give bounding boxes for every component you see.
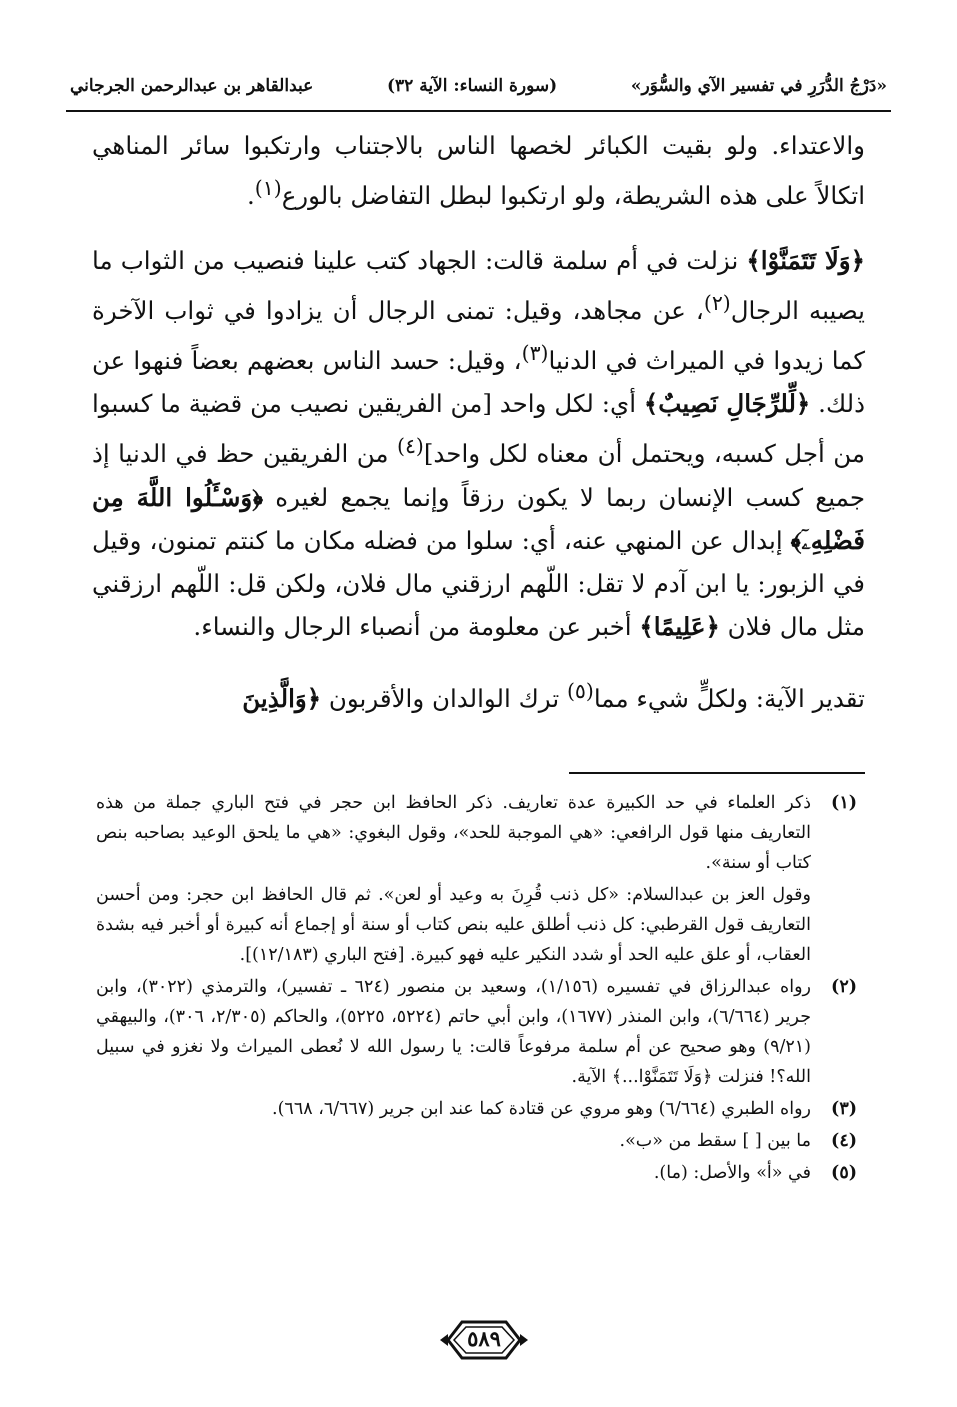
footnote-body	[96, 972, 811, 1092]
footnote-ref-2[interactable]: (٢)	[703, 291, 731, 316]
footnote-body	[96, 788, 811, 970]
quran-quote-2: ﴿لِّلرِّجَالِ نَصِيبٌ﴾	[643, 389, 811, 419]
footnotes	[96, 788, 857, 1190]
footnote-paragraph: رواه الطبري (٦/٦٦٤) وهو مروي عن قتادة كما عند ابن جرير (٦/٦٦٧، ٦٦٨).	[272, 1099, 811, 1119]
footnote-paragraph: رواه عبدالرزاق في تفسيره (١/١٥٦)، وسعيد بن منصور (٦٢٤ ـ تفسير)، والترمذي (٣٠٢٢)، وابن جرير (٦/٦٦٤)، وابن المنذر (١٦٧٧)، وابن أبي حاتم (٥٢٢٤، ٥٢٢٥)، والحاكم (٢/٣٠٥، ٣٠٦)، والبيهقي (٩/٢١) وهو صحيح عن أم سلمة مرفوعاً قالت: يا رسول الله لا نُعطى الميراث ولا نغزو في سبيل الله؟! فنزلت ﴿وَلَا تَتَمَنَّوْا...﴾ الآية.	[96, 977, 812, 1087]
footnote-item	[96, 972, 857, 1092]
footnote-item	[96, 1158, 857, 1188]
footnote-body	[96, 1094, 811, 1124]
footnote-paragraph: وقول العز بن عبدالسلام: «كل ذنب قُرِنَ به وعيد أو لعن». ثم قال الحافظ ابن حجر: ومن أحسن التعاريف قول القرطبي: كل ذنب أطلق عليه بنص كتاب أو سنة أو إجماع أنه كبيرة أو أخبر فيه بشدة العقاب، أو علق عليه الحد أو شدد النكير عليه فهو كبيرة. [فتح الباري (١٢/١٨٣)].	[96, 885, 811, 965]
footnote-item	[96, 1094, 857, 1124]
footnote-ref-3[interactable]: (٣)	[521, 341, 549, 366]
paragraph-2	[92, 239, 865, 647]
header-rule	[66, 110, 891, 112]
page-number-badge	[438, 1316, 530, 1364]
p2-text-6: إبدال عن المنهي عنه، أي: سلوا من فضله مكان ما كنتم تمنون، وقيل في الزبور: يا ابن آدم لا تقل: اللّهم ارزقني مال فلان، ولكن قل: اللّهم ارزقني مثل مال فلان	[92, 525, 865, 641]
running-header	[70, 66, 887, 106]
book-title: «دَرْجُ الدُّرَرِ في تفسير الآي والسُّوَر»	[630, 76, 887, 96]
footnote-separator	[569, 772, 865, 774]
page-number: ٥٨٩	[467, 1326, 501, 1351]
p3-text-2: ترك الوالدان والأقربون	[321, 683, 567, 713]
author-name: عبدالقاهر بن عبدالرحمن الجرجاني	[70, 76, 314, 96]
quran-quote-1: ﴿وَلَا تَتَمَنَّوْا﴾	[746, 246, 865, 276]
footnote-body	[96, 1126, 811, 1156]
quran-quote-4: ﴿عَلِيمًا﴾	[639, 611, 720, 641]
paragraph-3	[92, 670, 865, 720]
footnote-paragraph: في «أ» والأصل: (ما).	[653, 1163, 811, 1183]
p2-text-7: أخبر عن معلومة من أنصباء الرجال والنساء.	[193, 611, 640, 641]
footnote-item	[96, 1126, 857, 1156]
footnote-ref-1[interactable]: (١)	[254, 176, 282, 200]
surah-info: (سورة النساء: الآية ٣٢)	[386, 76, 558, 96]
footnote-number: (٢)	[831, 977, 857, 997]
footnote-number: (٥)	[831, 1163, 857, 1183]
quran-quote-3: ﴿وَسْـَٔلُوا اللَّهَ مِن فَضْلِهِۦٓ﴾	[92, 482, 865, 555]
footnote-ref-5[interactable]: (٥)	[566, 678, 594, 703]
p2-text-2: ، عن مجاهد، وقيل: تمنى الرجال أن يزادوا في ثواب الآخرة كما زيدوا في الميراث في الدنيا	[92, 296, 866, 376]
p2-text-1: نزلت في أم سلمة قالت: الجهاد كتب علينا فنصيب من الثواب ما يصيبه الرجال	[92, 246, 865, 326]
main-text	[92, 124, 865, 720]
footnote-ref-4[interactable]: (٤)	[396, 434, 424, 459]
p1-end: .	[246, 181, 255, 211]
paragraph-1	[92, 124, 865, 217]
p3-text-1: تقدير الآية: ولكلٍّ شيء مما	[593, 683, 865, 713]
quran-quote-5: ﴿وَالَّذِينَ	[242, 683, 322, 713]
footnote-number: (١)	[831, 793, 857, 813]
p1-text: والاعتداء. ولو بقيت الكبائر لخصها الناس بالاجتناب وارتكبوا سائر المناهي اتكالاً على هذه الشريطة، ولو ارتكبوا لبطل التفاضل بالورع	[92, 131, 865, 211]
footnote-paragraph: ما بين [ ] سقط من «ب».	[619, 1131, 811, 1151]
footnote-number: (٤)	[831, 1131, 857, 1151]
footnote-paragraph: ذكر العلماء في حد الكبيرة عدة تعاريف. ذكر الحافظ ابن حجر في فتح الباري جملة من هذه التعاريف منها قول الرافعي: «هي الموجبة للحد»، وقول البغوي: «هي ما يلحق الوعيد بصاحبه بنص كتاب أو سنة».	[96, 793, 811, 873]
footnote-number: (٣)	[831, 1099, 857, 1119]
footnote-body	[96, 1158, 811, 1188]
p2-text-5: من الفريقين حظ في الدنيا إذ جميع كسب الإنسان ربما لا يكون رزقاً وإنما يجمع لغيره	[92, 439, 865, 512]
p2-text-3: ، وقيل: حسد الناس بعضهم بعضاً فنهوا عن ذلك.	[92, 346, 865, 419]
p2-text-4: أي: لكل واحد [من الفريقين نصيب من قضية ما كسبوا من أجل كسبه، ويحتمل أن معناه لكل واحد]	[92, 389, 866, 469]
footnote-item	[96, 788, 857, 970]
